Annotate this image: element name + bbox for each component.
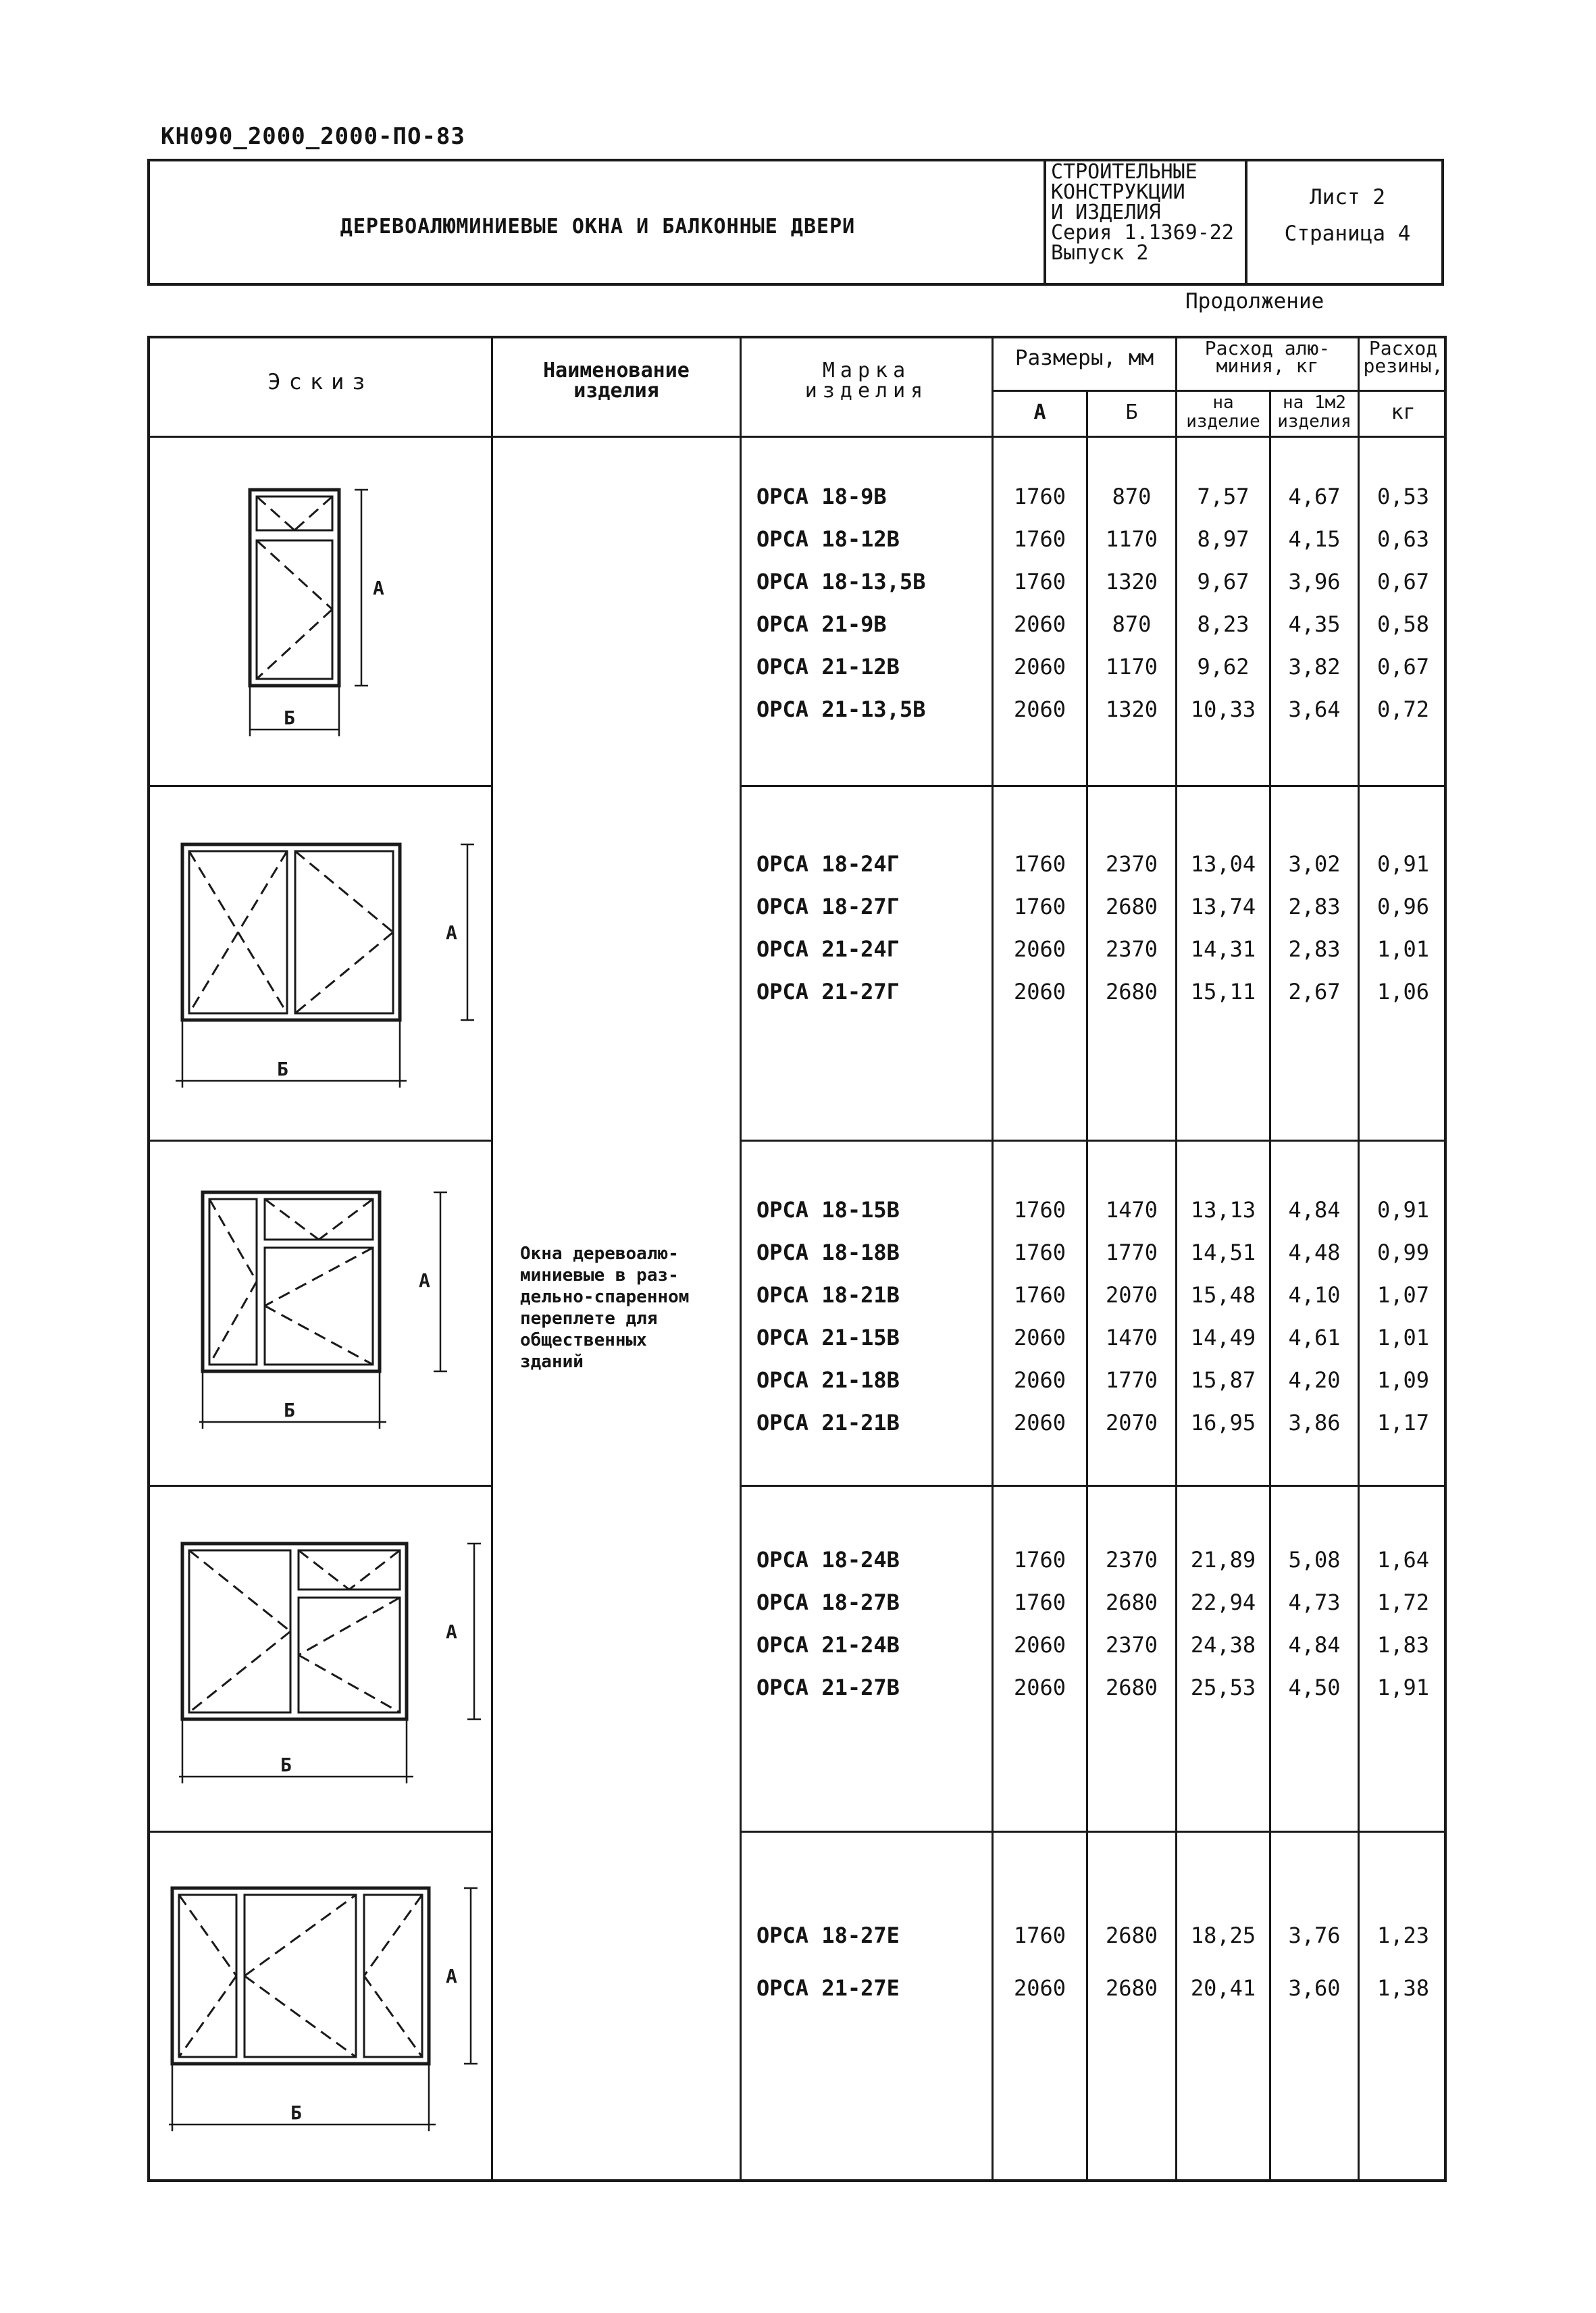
- cell-mark: ОРСА 21-13,5В: [756, 696, 926, 722]
- cell-rubber: 0,99: [1376, 1240, 1430, 1265]
- dim-a-label: А: [373, 577, 384, 599]
- cell-rubber: 1,17: [1376, 1410, 1430, 1435]
- cell-b: 1320: [1105, 696, 1158, 722]
- dim-a-label: А: [446, 1621, 457, 1643]
- cell-a: 1760: [1013, 1547, 1066, 1573]
- cell-alu-m2: 3,96: [1288, 569, 1341, 594]
- cell-alu: 9,67: [1197, 569, 1250, 594]
- cell-mark: ОРСА 21-21В: [756, 1410, 900, 1435]
- header-sketch: Эскиз: [267, 369, 374, 395]
- cell-a: 2060: [1013, 1410, 1066, 1435]
- cell-alu: 15,48: [1190, 1282, 1256, 1308]
- cell-mark: ОРСА 21-15В: [756, 1325, 900, 1350]
- series-block: СТРОИТЕЛЬНЫЕ КОНСТРУКЦИИ И ИЗДЕЛИЯ Серия 1.1369-22 Выпуск 2: [1051, 160, 1234, 265]
- header-subline: [992, 390, 1447, 392]
- sheet-number: Лист 2: [1310, 185, 1385, 209]
- cell-a: 2060: [1013, 1632, 1066, 1658]
- cell-a: 1760: [1013, 569, 1066, 594]
- header-name: Наименование изделия: [543, 359, 690, 403]
- cell-mark: ОРСА 18-12В: [756, 526, 900, 552]
- cell-a: 2060: [1013, 936, 1066, 962]
- header-b: Б: [1125, 401, 1138, 424]
- cell-mark: ОРСА 18-24Г: [756, 851, 900, 877]
- dim-b-label: Б: [290, 2102, 302, 2124]
- cell-b: 2070: [1105, 1282, 1158, 1308]
- cell-alu: 21,89: [1190, 1547, 1256, 1573]
- cell-a: 1760: [1013, 1923, 1066, 1948]
- dim-a-label: А: [446, 921, 457, 944]
- cell-mark: ОРСА 18-24В: [756, 1547, 900, 1573]
- cell-mark: ОРСА 21-27Г: [756, 979, 900, 1005]
- cell-mark: ОРСА 21-18В: [756, 1367, 900, 1393]
- cell-alu-m2: 2,67: [1288, 979, 1341, 1005]
- cell-mark: ОРСА 21-24В: [756, 1632, 900, 1658]
- title-block-divider: [1245, 159, 1247, 286]
- cell-mark: ОРСА 21-12В: [756, 654, 900, 680]
- cell-rubber: 0,63: [1376, 526, 1430, 552]
- window-sketch-4: [169, 1530, 486, 1800]
- table-header-separator: [147, 436, 1447, 438]
- cell-rubber: 1,07: [1376, 1282, 1430, 1308]
- cell-b: 870: [1112, 484, 1152, 509]
- cell-b: 1170: [1105, 654, 1158, 680]
- group-separator: [147, 1140, 493, 1142]
- cell-alu: 14,31: [1190, 936, 1256, 962]
- group-separator: [740, 785, 1447, 787]
- cell-alu-m2: 4,10: [1288, 1282, 1341, 1308]
- cell-a: 2060: [1013, 1675, 1066, 1700]
- cell-alu: 8,23: [1197, 611, 1250, 637]
- dim-b-label: Б: [277, 1058, 288, 1080]
- cell-alu-m2: 4,50: [1288, 1675, 1341, 1700]
- cell-rubber: 1,38: [1376, 1975, 1430, 2001]
- cell-mark: ОРСА 18-27Г: [756, 894, 900, 919]
- cell-alu: 25,53: [1190, 1675, 1256, 1700]
- cell-rubber: 0,53: [1376, 484, 1430, 509]
- cell-b: 1770: [1105, 1240, 1158, 1265]
- column-divider: [740, 336, 742, 2182]
- dim-a-label: А: [419, 1269, 430, 1292]
- header-rubber: Расход резины,: [1363, 337, 1443, 377]
- cell-alu: 20,41: [1190, 1975, 1256, 2001]
- cell-a: 2060: [1013, 696, 1066, 722]
- cell-alu: 13,13: [1190, 1197, 1256, 1223]
- cell-rubber: 1,91: [1376, 1675, 1430, 1700]
- cell-alu: 7,57: [1197, 484, 1250, 509]
- cell-a: 1760: [1013, 1197, 1066, 1223]
- window-sketch-1: [223, 480, 419, 750]
- sheet-info: [1253, 179, 1442, 252]
- dim-a-label: А: [446, 1965, 457, 1987]
- cell-rubber: 0,72: [1376, 696, 1430, 722]
- column-divider: [491, 336, 493, 2182]
- dim-b-label: Б: [284, 1399, 295, 1421]
- cell-alu-m2: 2,83: [1288, 936, 1341, 962]
- continuation-label: Продолжение: [1185, 289, 1324, 313]
- cell-b: 1770: [1105, 1367, 1158, 1393]
- header-sizes: Размеры, мм: [1014, 346, 1154, 370]
- cell-b: 2370: [1105, 851, 1158, 877]
- cell-b: 2680: [1105, 1975, 1158, 2001]
- cell-b: 1470: [1105, 1325, 1158, 1350]
- dim-b-label: Б: [284, 707, 295, 729]
- cell-mark: ОРСА 18-27Е: [756, 1923, 900, 1948]
- cell-alu-m2: 4,61: [1288, 1325, 1341, 1350]
- group-separator: [740, 1831, 1447, 1833]
- cell-a: 2060: [1013, 979, 1066, 1005]
- cell-alu: 8,97: [1197, 526, 1250, 552]
- cell-alu-m2: 4,35: [1288, 611, 1341, 637]
- cell-mark: ОРСА 18-15В: [756, 1197, 900, 1223]
- cell-alu-m2: 3,76: [1288, 1923, 1341, 1948]
- header-alu: Расход алю- миния, кг: [1204, 337, 1331, 377]
- cell-alu-m2: 4,15: [1288, 526, 1341, 552]
- cell-mark: ОРСА 21-9В: [756, 611, 887, 637]
- group-separator: [147, 1831, 493, 1833]
- cell-rubber: 1,01: [1376, 1325, 1430, 1350]
- cell-mark: ОРСА 21-27В: [756, 1675, 900, 1700]
- cell-mark: ОРСА 21-24Г: [756, 936, 900, 962]
- header-alu-m2: на 1м2 изделия: [1277, 392, 1352, 432]
- cell-alu: 15,87: [1190, 1367, 1256, 1393]
- cell-alu-m2: 4,84: [1288, 1632, 1341, 1658]
- cell-b: 2370: [1105, 1547, 1158, 1573]
- cell-alu-m2: 3,60: [1288, 1975, 1341, 2001]
- cell-rubber: 1,83: [1376, 1632, 1430, 1658]
- header-a: А: [1033, 401, 1046, 424]
- cell-a: 1760: [1013, 851, 1066, 877]
- cell-alu: 14,51: [1190, 1240, 1256, 1265]
- cell-alu: 9,62: [1197, 654, 1250, 680]
- cell-b: 2070: [1105, 1410, 1158, 1435]
- cell-b: 870: [1112, 611, 1152, 637]
- cell-a: 1760: [1013, 1590, 1066, 1615]
- cell-b: 2680: [1105, 894, 1158, 919]
- product-name: Окна деревоалю- миниевые в раз- дельно-спаренном переплете для общественных зданий: [520, 1244, 690, 1372]
- cell-b: 2680: [1105, 1675, 1158, 1700]
- cell-rubber: 0,67: [1376, 654, 1430, 680]
- cell-b: 2680: [1105, 979, 1158, 1005]
- cell-a: 2060: [1013, 1367, 1066, 1393]
- cell-rubber: 1,23: [1376, 1923, 1430, 1948]
- cell-alu-m2: 4,67: [1288, 484, 1341, 509]
- cell-rubber: 0,67: [1376, 569, 1430, 594]
- header-alu-item: на изделие: [1186, 392, 1260, 432]
- cell-a: 1760: [1013, 526, 1066, 552]
- cell-mark: ОРСА 18-9В: [756, 484, 887, 509]
- cell-rubber: 0,58: [1376, 611, 1430, 637]
- cell-alu-m2: 4,73: [1288, 1590, 1341, 1615]
- cell-b: 2370: [1105, 936, 1158, 962]
- cell-a: 1760: [1013, 484, 1066, 509]
- window-sketch-2: [162, 831, 480, 1101]
- window-sketch-5: [159, 1875, 483, 2145]
- title-block-divider: [1044, 159, 1046, 286]
- cell-mark: ОРСА 18-18В: [756, 1240, 900, 1265]
- group-separator: [740, 1140, 1447, 1142]
- cell-b: 1170: [1105, 526, 1158, 552]
- cell-alu-m2: 5,08: [1288, 1547, 1341, 1573]
- cell-b: 2680: [1105, 1923, 1158, 1948]
- group-separator: [147, 1485, 493, 1487]
- group-separator: [147, 785, 493, 787]
- cell-b: 2370: [1105, 1632, 1158, 1658]
- cell-alu: 16,95: [1190, 1410, 1256, 1435]
- cell-rubber: 0,96: [1376, 894, 1430, 919]
- cell-b: 1470: [1105, 1197, 1158, 1223]
- cell-b: 1320: [1105, 569, 1158, 594]
- cell-alu: 24,38: [1190, 1632, 1256, 1658]
- cell-alu: 18,25: [1190, 1923, 1256, 1948]
- cell-a: 2060: [1013, 1325, 1066, 1350]
- cell-alu: 22,94: [1190, 1590, 1256, 1615]
- window-sketch-3: [189, 1179, 473, 1449]
- cell-rubber: 1,06: [1376, 979, 1430, 1005]
- cell-alu-m2: 4,84: [1288, 1197, 1341, 1223]
- cell-rubber: 1,64: [1376, 1547, 1430, 1573]
- header-mark: Марка изделия: [804, 359, 929, 403]
- cell-mark: ОРСА 18-13,5В: [756, 569, 926, 594]
- cell-rubber: 0,91: [1376, 1197, 1430, 1223]
- cell-alu-m2: 2,83: [1288, 894, 1341, 919]
- cell-rubber: 1,72: [1376, 1590, 1430, 1615]
- cell-rubber: 1,01: [1376, 936, 1430, 962]
- cell-alu: 13,04: [1190, 851, 1256, 877]
- cell-alu-m2: 3,82: [1288, 654, 1341, 680]
- dim-b-label: Б: [280, 1754, 292, 1776]
- cell-b: 2680: [1105, 1590, 1158, 1615]
- cell-rubber: 1,09: [1376, 1367, 1430, 1393]
- cell-rubber: 0,91: [1376, 851, 1430, 877]
- cell-a: 2060: [1013, 611, 1066, 637]
- cell-a: 1760: [1013, 1282, 1066, 1308]
- page-number: Страница 4: [1284, 222, 1411, 246]
- cell-alu: 13,74: [1190, 894, 1256, 919]
- cell-a: 1760: [1013, 894, 1066, 919]
- cell-alu-m2: 3,64: [1288, 696, 1341, 722]
- cell-alu-m2: 4,48: [1288, 1240, 1341, 1265]
- cell-alu: 15,11: [1190, 979, 1256, 1005]
- cell-a: 1760: [1013, 1240, 1066, 1265]
- group-separator: [740, 1485, 1447, 1487]
- cell-mark: ОРСА 21-27Е: [756, 1975, 900, 2001]
- cell-alu-m2: 4,20: [1288, 1367, 1341, 1393]
- document-code: КН090_2000_2000-ПО-83: [161, 123, 465, 150]
- cell-alu: 14,49: [1190, 1325, 1256, 1350]
- cell-a: 2060: [1013, 1975, 1066, 2001]
- cell-alu-m2: 3,02: [1288, 851, 1341, 877]
- cell-a: 2060: [1013, 654, 1066, 680]
- cell-alu: 10,33: [1190, 696, 1256, 722]
- cell-alu-m2: 3,86: [1288, 1410, 1341, 1435]
- header-rubber-unit: кг: [1391, 401, 1416, 424]
- cell-mark: ОРСА 18-27В: [756, 1590, 900, 1615]
- document-title: ДЕРЕВОАЛЮМИНИЕВЫЕ ОКНА И БАЛКОННЫЕ ДВЕРИ: [340, 215, 856, 238]
- cell-mark: ОРСА 18-21В: [756, 1282, 900, 1308]
